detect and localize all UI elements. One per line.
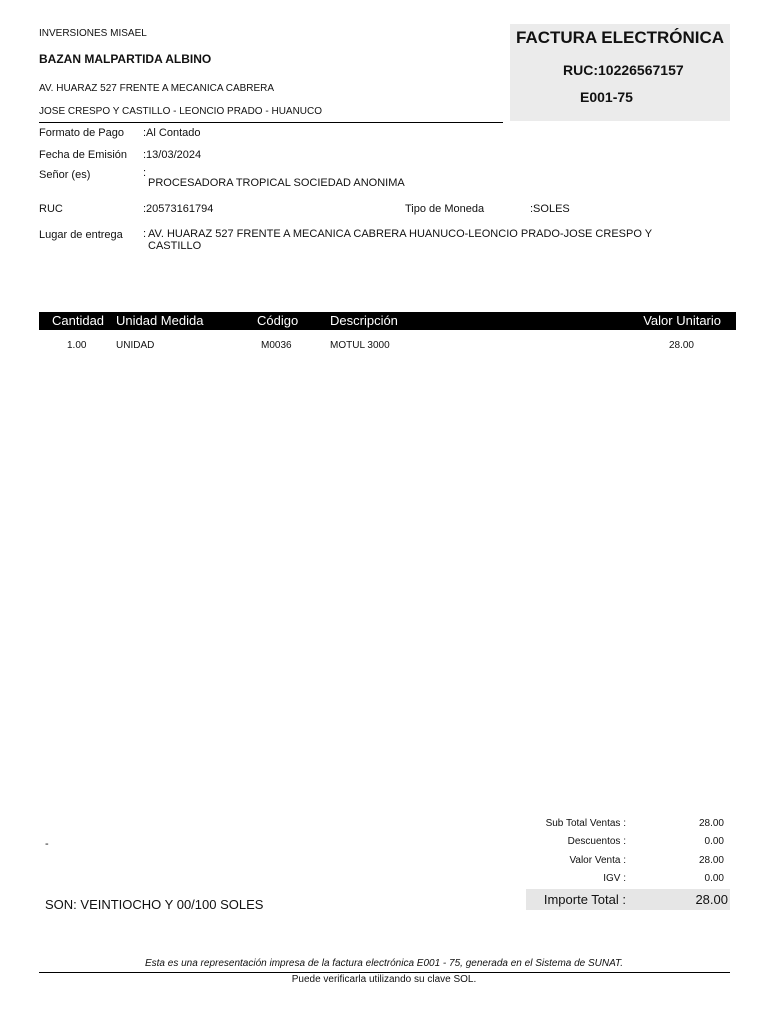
cell-valor-unitario: 28.00 [668,340,694,351]
fecha-value: :13/03/2024 [143,149,202,161]
moneda-value: :SOLES [530,203,570,215]
amount-in-words: SON: VEINTIOCHO Y 00/100 SOLES [45,897,264,912]
issuer-name: BAZAN MALPARTIDA ALBINO [39,52,212,66]
cell-codigo: M0036 [261,340,292,351]
senor-value: PROCESADORA TROPICAL SOCIEDAD ANONIMA [148,177,405,189]
formato-value: :Al Contado [143,127,201,139]
importe-total-label: Importe Total : [543,892,626,907]
valor-venta-value: 28.00 [698,855,724,866]
col-header-descripcion: Descripción [330,313,398,328]
issuer-trade-name: INVERSIONES MISAEL [39,28,147,39]
lugar-colon: : [143,228,147,240]
lugar-label: Lugar de entrega [39,229,123,241]
document-ruc-label: RUC: [563,62,598,78]
col-header-unidad: Unidad Medida [116,313,204,328]
col-header-codigo: Código [257,313,299,328]
valor-venta-label: Valor Venta : [569,855,626,866]
document-serie: E001-75 [580,89,633,105]
summary-dash: - [45,838,49,850]
document-ruc-value: 10226567157 [598,62,684,78]
subtotal-label: Sub Total Ventas : [545,818,626,829]
descuentos-value: 0.00 [704,836,724,847]
col-header-cantidad: Cantidad [52,313,105,328]
cell-cantidad: 1.00 [67,340,87,351]
footer-note: Esta es una representación impresa de la factura electrónica E001 - 75, generada en el Sistema de SUNAT. [144,958,624,969]
fecha-label: Fecha de Emisión [39,149,128,161]
items-table-header [39,312,736,330]
cell-descripcion: MOTUL 3000 [330,340,390,351]
cell-unidad: UNIDAD [116,340,155,351]
document-ruc [563,62,684,78]
issuer-divider [39,122,503,123]
subtotal-value: 28.00 [698,818,724,829]
document-type: FACTURA ELECTRÓNICA [516,28,725,47]
descuentos-label: Descuentos : [567,836,626,847]
ruc-value: :20573161794 [143,203,214,215]
moneda-label: Tipo de Moneda [405,203,485,215]
igv-value: 0.00 [704,873,724,884]
importe-total-value: 28.00 [695,892,728,907]
senor-label: Señor (es) [39,169,91,181]
senor-colon: : [143,167,147,179]
igv-label: IGV : [603,873,626,884]
issuer-address-line2: JOSE CRESPO Y CASTILLO - LEONCIO PRADO - HUANUCO [39,106,323,117]
document-header-box [510,24,730,121]
footer-verify: Puede verificarla utilizando su clave SOL. [291,974,477,985]
formato-label: Formato de Pago [39,127,124,139]
footer-divider [39,972,730,973]
col-header-valor-unitario: Valor Unitario [643,313,721,328]
lugar-value: AV. HUARAZ 527 FRENTE A MECANICA CABRERA HUANUCO-LEONCIO PRADO-JOSE CRESPO Y CASTILLO [148,228,652,252]
issuer-address-line1: AV. HUARAZ 527 FRENTE A MECANICA CABRERA [39,83,275,94]
ruc-label: RUC [39,203,63,215]
